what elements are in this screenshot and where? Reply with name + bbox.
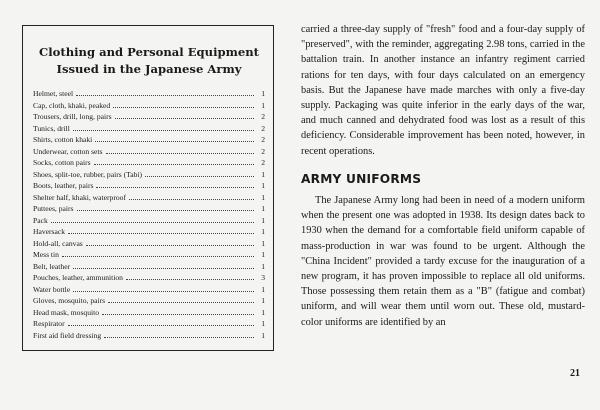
dot-leader <box>113 101 254 108</box>
equipment-item-quantity: 1 <box>261 215 265 225</box>
equipment-row <box>33 261 265 273</box>
equipment-row <box>33 169 265 181</box>
equipment-item-quantity: 2 <box>261 158 265 167</box>
equipment-item-name: Socks, cotton pairs <box>33 158 91 167</box>
equipment-row <box>33 146 265 158</box>
equipment-item-name: Puttees, pairs <box>33 204 74 213</box>
equipment-item-quantity: 3 <box>261 273 265 282</box>
paragraph-rations: carried a three-day supply of "fresh" food and a four-day supply of "preserved", with the reminder, aggregating 2.98 tons, carried in the battalion train. In another instance an infantry regiment carried rations for ten days, with four days calculated on an emergency basis. But the Japanese have made marches with only a five-day supply. Packaging was quite inferior in the early days of the war, and much canned and dehydrated food was lost as a result of this deficiency. Considerable improvement has been noted, however, in recent operations. <box>301 24 585 157</box>
equipment-item-name: Shoes, split-toe, rubber, pairs (Tabi) <box>33 169 143 179</box>
dot-leader <box>86 239 254 246</box>
equipment-item-name: Mess tin <box>33 250 59 259</box>
equipment-item-name: Helmet, steel <box>33 89 74 98</box>
equipment-item-quantity: 2 <box>261 112 265 121</box>
dot-leader <box>104 331 254 338</box>
equipment-item-name: Cap, cloth, khaki, peaked <box>33 100 111 110</box>
equipment-list <box>33 88 265 341</box>
dot-leader <box>94 158 254 165</box>
dot-leader <box>73 285 254 292</box>
equipment-item-quantity: 1 <box>261 296 265 305</box>
equipment-item-quantity: 1 <box>261 192 265 202</box>
equipment-row <box>33 192 265 204</box>
dot-leader <box>95 135 254 142</box>
dot-leader <box>73 262 254 269</box>
equipment-item-quantity: 1 <box>261 319 265 328</box>
equipment-row <box>33 100 265 112</box>
equipment-item-name: Shirts, cotton khaki <box>33 135 93 144</box>
equipment-row <box>33 123 265 135</box>
equipment-item-name: Pack <box>33 215 48 225</box>
page-number: 21 <box>570 368 580 379</box>
dot-leader <box>96 181 254 188</box>
equipment-table-title-line1: Clothing and Personal Equipment <box>38 45 260 59</box>
equipment-row <box>33 134 265 146</box>
dot-leader <box>145 170 254 177</box>
dot-leader <box>102 308 254 315</box>
equipment-item-quantity: 2 <box>261 146 265 156</box>
equipment-table-box <box>22 25 274 351</box>
equipment-row <box>33 88 265 100</box>
equipment-item-name: Trousers, drill, long, pairs <box>33 112 112 121</box>
equipment-item-name: Head mask, mosquito <box>33 307 100 317</box>
equipment-item-quantity: 1 <box>261 204 265 213</box>
equipment-table-title <box>33 44 265 78</box>
equipment-item-name: Hold-all, canvas <box>33 238 83 248</box>
equipment-item-quantity: 1 <box>261 169 265 179</box>
equipment-item-quantity: 1 <box>261 261 265 271</box>
equipment-row <box>33 330 265 342</box>
equipment-item-name: Pouches, leather, ammunition <box>33 273 123 282</box>
dot-leader <box>126 273 254 280</box>
equipment-item-name: Haversack <box>33 227 66 236</box>
equipment-item-name: Gloves, mosquito, pairs <box>33 296 106 305</box>
equipment-item-name: Boots, leather, pairs <box>33 181 94 190</box>
equipment-row <box>33 226 265 238</box>
equipment-item-name: First aid field dressing <box>33 330 102 340</box>
dot-leader <box>51 216 254 223</box>
dot-leader <box>68 319 254 326</box>
body-text-column <box>301 22 585 330</box>
equipment-item-quantity: 1 <box>261 100 265 110</box>
equipment-item-name: Respirator <box>33 319 65 328</box>
section-heading: ARMY UNIFORMS <box>301 171 422 186</box>
equipment-row <box>33 284 265 296</box>
equipment-item-quantity: 1 <box>261 307 265 317</box>
dot-leader <box>73 124 254 131</box>
equipment-row <box>33 203 265 215</box>
dot-leader <box>68 227 254 234</box>
equipment-item-quantity: 2 <box>261 135 265 144</box>
dot-leader <box>108 296 254 303</box>
equipment-row <box>33 238 265 250</box>
equipment-row <box>33 215 265 227</box>
equipment-item-quantity: 1 <box>261 284 265 294</box>
dot-leader <box>76 89 254 96</box>
equipment-row <box>33 180 265 192</box>
equipment-row <box>33 295 265 307</box>
dot-leader <box>62 250 254 257</box>
dot-leader <box>77 204 255 211</box>
equipment-row <box>33 272 265 284</box>
equipment-row <box>33 249 265 261</box>
equipment-item-quantity: 1 <box>261 250 265 259</box>
equipment-item-quantity: 1 <box>261 238 265 248</box>
dot-leader <box>115 112 254 119</box>
equipment-item-quantity: 1 <box>261 181 265 190</box>
equipment-item-quantity: 2 <box>261 123 265 133</box>
equipment-item-name: Water bottle <box>33 284 71 294</box>
equipment-item-name: Belt, leather <box>33 261 71 271</box>
equipment-row <box>33 318 265 330</box>
paragraph-uniforms: The Japanese Army long had been in need of a modern uniform when the present one was adopted in 1938. Its design dates back to 1930 when the demand for a comfortable field uniform capable of mass-production in war was found to be urgent. Although the "China Incident" provided a tardy excuse for the inauguration of a new program, it has proven impossible to replace all old uniforms. Those possessing them retain them as a "B" (fatigue and combat) uniform, and will wear them until worn out. These old, mustard-color uniforms are identified by an <box>301 195 585 328</box>
equipment-row <box>33 307 265 319</box>
equipment-item-name: Underwear, cotton sets <box>33 146 103 156</box>
equipment-row <box>33 157 265 169</box>
equipment-item-name: Tunics, drill <box>33 123 70 133</box>
equipment-item-quantity: 1 <box>261 227 265 236</box>
equipment-table-title-line2: Issued in the Japanese Army <box>56 62 242 76</box>
equipment-item-quantity: 1 <box>261 89 265 98</box>
equipment-row <box>33 111 265 123</box>
dot-leader <box>129 193 254 200</box>
equipment-item-name: Shelter half, khaki, waterproof <box>33 192 126 202</box>
dot-leader <box>106 147 255 154</box>
equipment-item-quantity: 1 <box>261 330 265 340</box>
